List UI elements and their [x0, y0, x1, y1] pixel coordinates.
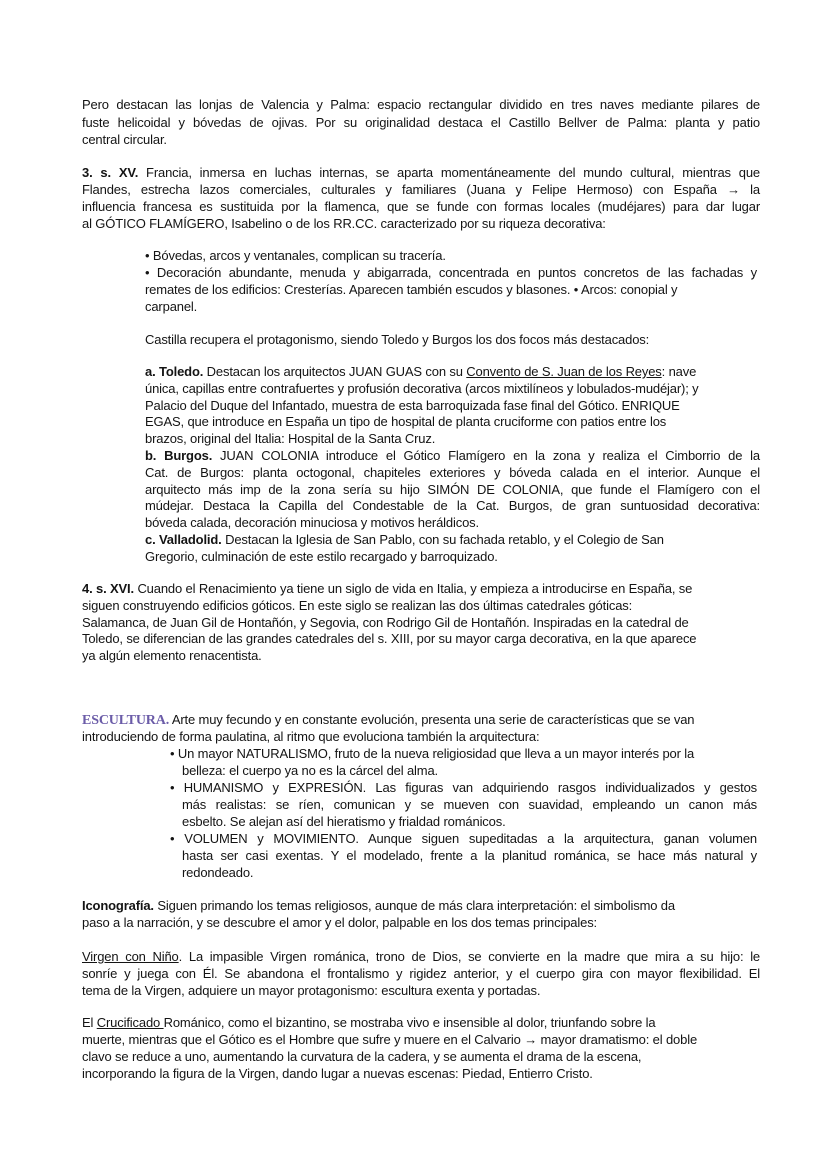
text-line [145, 398, 760, 415]
text-line [82, 598, 760, 615]
paragraph-castilla [145, 331, 757, 348]
text-run: bóveda calada, decoración minuciosa y motivos heráldicos. [145, 515, 479, 531]
text-line [82, 615, 760, 632]
text-run: ya algún elemento renacentista. [82, 648, 262, 664]
text-run: Toledo, se diferencian de las grandes catedrales del s. XIII, por su mayor carga decorativa, en la que aparece [82, 631, 697, 647]
text-line [145, 364, 760, 381]
text-run: belleza: el cuerpo ya no es la cárcel del alma. [182, 763, 438, 778]
paragraph-s-xvi [82, 581, 760, 665]
text-line [145, 498, 760, 515]
text-line [82, 982, 760, 999]
text-run: Destacan la Iglesia de San Pablo, con su fachada retablo, y el Colegio de San [221, 532, 664, 547]
text-run: EGAS, que introduce en España un tipo de hospital de planta cruciforme con patios entre los [145, 414, 667, 430]
paragraph-virgen [82, 948, 760, 999]
text-run: Románico, como el bizantino, se mostraba vivo e insensible al dolor, triunfando sobre la [163, 1015, 656, 1030]
text-line [182, 813, 757, 830]
text-line [145, 431, 760, 448]
text-run: Cuando el Renacimiento ya tiene un siglo de vida en Italia, y empieza a introducirse en España, se [133, 581, 693, 596]
paragraph-s-xv [82, 164, 760, 232]
text-line [182, 762, 757, 779]
text-line [170, 830, 757, 847]
text-run: Castilla recupera el protagonismo, siendo Toledo y Burgos los dos focos más destacados: [145, 332, 650, 347]
text-line [145, 515, 760, 532]
paragraph-flamigero-bullets [145, 247, 757, 315]
text-run: múdejar. Destaca la Capilla del Condestable de la Cat. Burgos, de gran suntuosidad decorativa: [145, 498, 760, 514]
bold-lead: b. Burgos. [145, 448, 213, 463]
text-run: introduciendo de forma paulatina, al ritmo que evoluciona también la arquitectura: [82, 729, 540, 744]
text-line [82, 1065, 760, 1082]
text-line [82, 897, 760, 914]
text-line [145, 448, 760, 465]
bold-lead: Iconografía. [82, 898, 154, 913]
text-run: al GÓTICO FLAMÍGERO, Isabelino o de los RR.CC. caracterizado por su riqueza decorativa: [82, 216, 606, 231]
text-line [145, 532, 760, 549]
text-line [82, 114, 760, 132]
text-run: El [82, 1015, 97, 1030]
underlined-term: Crucificado [96, 1015, 164, 1030]
text-run: • Bóvedas, arcos y ventanales, complican su tracería. [145, 248, 446, 263]
text-line [145, 465, 760, 482]
text-line [145, 549, 760, 566]
text-run: más realistas: se ríen, comunican y se mueven con suavidad, empleando un canon más [182, 797, 757, 812]
text-run: siguen construyendo edificios góticos. En este siglo se realizan las dos últimas catedrales góticas: [82, 597, 633, 613]
text-run: central circular. [82, 132, 167, 147]
paragraph-escultura [82, 711, 760, 745]
text-run: Francia, inmersa en luchas internas, se aparta momentáneamente del mundo cultural, mientras que [138, 165, 760, 180]
text-run: Pero destacan las lonjas de Valencia y Palma: espacio rectangular dividido en tres naves mediante pilares de [82, 97, 760, 112]
bold-lead: 4. s. XVI. [82, 581, 134, 596]
text-run: influencia francesa es sustituida por la flamenca, que se funde con formas locales (mudéjares) para dar lugar [82, 199, 760, 214]
text-line [145, 247, 757, 264]
paragraph-burgos [145, 448, 760, 532]
text-run: • VOLUMEN y MOVIMIENTO. Aunque siguen supeditadas a la arquitectura, ganan volumen [170, 831, 757, 846]
text-run: paso a la narración, y se descubre el amor y el dolor, palpable en los dos temas principales: [82, 915, 598, 930]
text-run: clavo se reduce a uno, aumentando la curvatura de la cadera, y se aumenta el drama de la escena, [82, 1049, 642, 1064]
text-run: remates de los edificios: Cresterías. Aparecen también escudos y blasones. • Arcos: conopial y [145, 282, 678, 297]
text-run: sonríe y juega con Él. Se abandona el frontalismo y rigidez anterior, y el cuerpo gira con mayor flexibilidad. El [82, 966, 760, 981]
text-run: redondeado. [182, 865, 254, 880]
text-line [145, 381, 760, 398]
text-run: tema de la Virgen, adquiere un mayor protagonismo: escultura exenta y portadas. [82, 983, 541, 998]
text-line [145, 281, 757, 298]
text-run: Destacan los arquitectos JUAN GUAS con su [203, 364, 467, 379]
text-run: brazos, original del Italia: Hospital de la Santa Cruz. [145, 431, 436, 447]
text-run: Palacio del Duque del Infantado, muestra de esta barroquizada fase final del Gótico. ENRIQUE [145, 397, 680, 413]
bold-lead: 3. s. XV. [82, 165, 139, 180]
text-line [145, 264, 757, 281]
text-run: . La impasible Virgen románica, trono de Dios, se convierte en la madre que mira a su hijo: le [178, 949, 761, 964]
bold-lead: a. Toledo. [145, 364, 204, 379]
text-line [82, 965, 760, 982]
paragraph-valladolid [145, 532, 760, 566]
text-line [82, 1031, 760, 1048]
text-run: • Un mayor NATURALISMO, fruto de la nueva religiosidad que lleva a un mayor interés por la [170, 746, 695, 761]
text-line [182, 847, 757, 864]
text-run: Arte muy fecundo y en constante evolución, presenta una serie de características que se van [169, 712, 695, 727]
text-line [145, 298, 757, 315]
section-heading: ESCULTURA. [82, 713, 170, 728]
text-line [170, 779, 757, 796]
text-line [82, 914, 760, 931]
text-line [82, 711, 760, 728]
text-run: incorporando la figura de la Virgen, dando lugar a nuevas escenas: Piedad, Entierro Cristo. [82, 1066, 593, 1081]
text-run: • HUMANISMO y EXPRESIÓN. Las figuras van adquiriendo rasgos individualizados y gestos [170, 780, 757, 795]
paragraph-escultura-bullets [170, 745, 757, 881]
paragraph-crucificado [82, 1014, 760, 1082]
text-line [145, 331, 757, 348]
bold-lead: c. Valladolid. [145, 532, 222, 547]
paragraph-iconografia [82, 897, 760, 931]
text-run: carpanel. [145, 299, 198, 314]
text-run: muerte, mientras que el Gótico es el Hombre que sufre y muere en el Calvario → mayor dramatismo: el doble [82, 1032, 698, 1047]
text-line [145, 482, 760, 499]
text-line [82, 631, 760, 648]
text-line [82, 164, 760, 181]
paragraph-lonjas [82, 96, 760, 149]
text-line [82, 648, 760, 665]
text-line [145, 414, 760, 431]
underlined-term: Virgen con Niño [82, 949, 179, 964]
text-line [82, 215, 760, 232]
text-line [82, 96, 760, 114]
text-line [82, 198, 760, 215]
text-run: Siguen primando los temas religiosos, aunque de más clara interpretación: el simbolismo da [153, 898, 675, 913]
text-line [82, 581, 760, 598]
text-run: : nave [661, 364, 697, 379]
text-line [182, 796, 757, 813]
text-line [82, 131, 760, 149]
text-line [82, 181, 760, 198]
text-run: única, capillas entre contrafuertes y profusión decorativa (arcos mixtilíneos y lobulados-mudéjar); y [145, 380, 699, 396]
text-run: arquitecto más imp de la zona sería su hijo SIMÓN DE COLONIA, que funde el Flamígero con el [145, 481, 760, 497]
text-line [82, 948, 760, 965]
text-run: hasta ser casi exentas. Y el modelado, frente a la planitud románica, se hace más natural y [182, 848, 757, 863]
text-run: • Decoración abundante, menuda y abigarrada, concentrada en puntos concretos de las fachadas y [145, 265, 757, 280]
text-line [182, 864, 757, 881]
text-run: Flandes, estrecha lazos comerciales, culturales y familiares (Juana y Felipe Hermoso) con España → la [82, 182, 760, 197]
paragraph-toledo [145, 364, 760, 448]
text-run: Salamanca, de Juan Gil de Hontañón, y Segovia, con Rodrigo Gil de Hontañón. Inspiradas en la catedral de [82, 614, 689, 630]
text-run: esbelto. Se alejan así del hieratismo y frialdad románicos. [182, 814, 506, 829]
underlined-term: Convento de S. Juan de los Reyes [466, 364, 662, 379]
text-line [82, 1048, 760, 1065]
text-line [82, 1014, 760, 1031]
text-run: JUAN COLONIA introduce el Gótico Flamígero en la zona y realiza el Cimborrio de la [212, 448, 760, 463]
text-line [82, 728, 760, 745]
text-run: fuste helicoidal y bóvedas de ojivas. Por su originalidad destaca el Castillo Bellver de Palma: planta y patio [82, 114, 760, 130]
text-run: Cat. de Burgos: planta octogonal, chapiteles exteriores y bóveda calada en el interior. Aunque el [145, 464, 760, 480]
text-line [170, 745, 757, 762]
text-run: Gregorio, culminación de este estilo recargado y barroquizado. [145, 548, 498, 564]
